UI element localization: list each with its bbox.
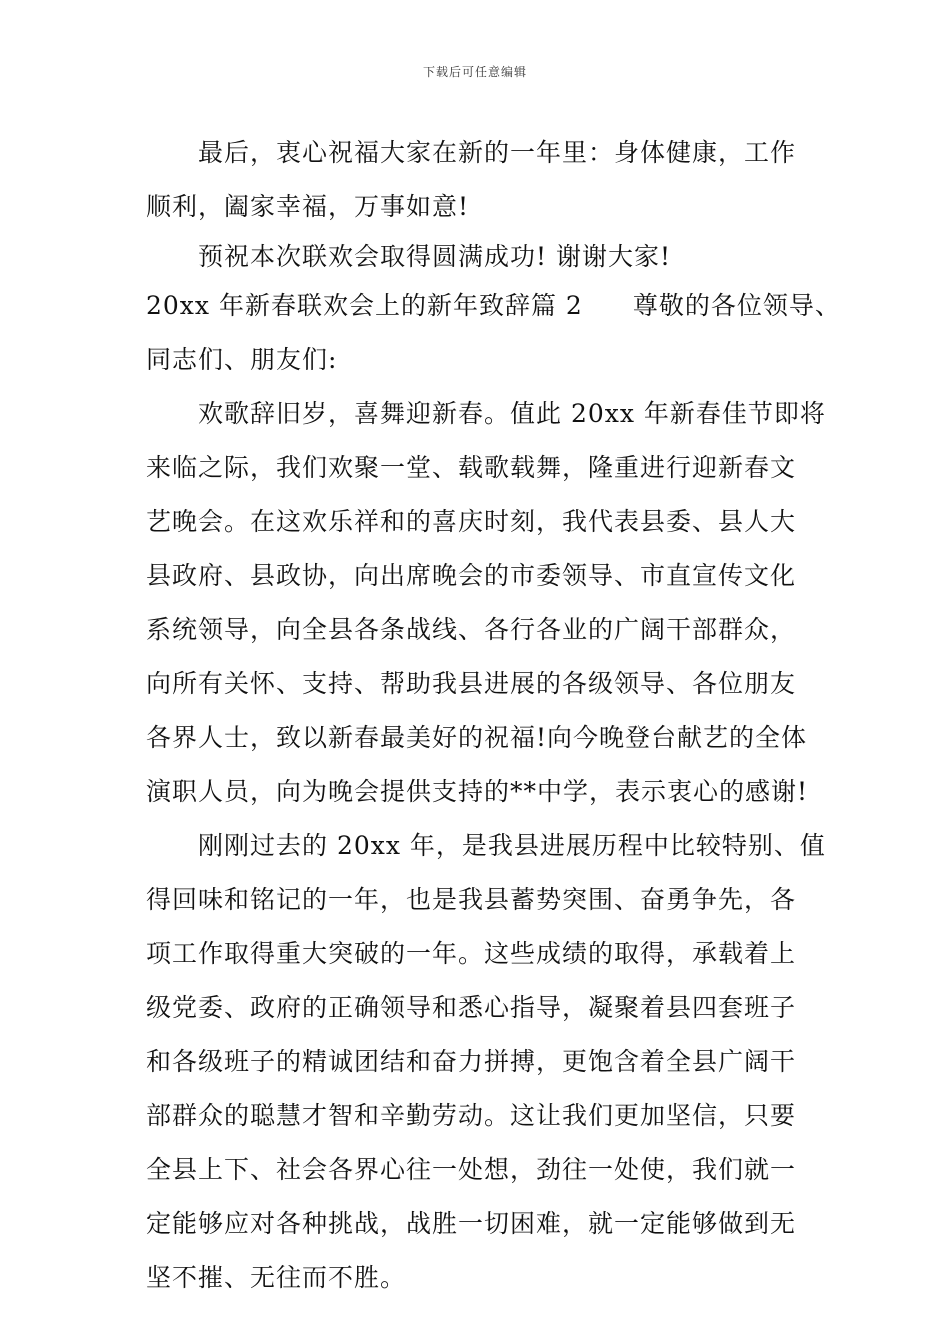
paragraph-4-line-3: 艺晚会。在这欢乐祥和的喜庆时刻，我代表县委、县人大 xyxy=(146,507,797,536)
paragraph-2-line-1: 预祝本次联欢会取得圆满成功! 谢谢大家! xyxy=(198,242,672,271)
paragraph-4-line-5: 系统领导，向全县各条战线、各行各业的广阔干部群众， xyxy=(146,615,797,644)
salutation-part-1: 尊敬的各位领导、 xyxy=(632,291,841,320)
paragraph-5-line-6: 部群众的聪慧才智和辛勤劳动。这让我们更加坚信，只要 xyxy=(146,1101,797,1130)
paragraph-5-line-9: 坚不摧、无往而不胜。 xyxy=(146,1263,407,1292)
paragraph-4-line-7: 各界人士，致以新春最美好的祝福!向今晚登台献艺的全体 xyxy=(146,723,808,752)
paragraph-5-line-8: 定能够应对各种挑战，战胜一切困难，就一定能够做到无 xyxy=(146,1209,797,1238)
document-body xyxy=(146,126,841,1305)
paragraph-5-line-7: 全县上下、社会各界心往一处想，劲往一处使，我们就一 xyxy=(146,1155,797,1184)
paragraph-5-line-2: 得回味和铭记的一年，也是我县蓄势突围、奋勇争先，各 xyxy=(146,885,797,914)
paragraph-4-line-1: 欢歌辞旧岁，喜舞迎新春。值此 20xx 年新春佳节即将 xyxy=(198,399,826,428)
paragraph-4-line-2: 来临之际，我们欢聚一堂、载歌载舞，隆重进行迎新春文 xyxy=(146,453,797,482)
paragraph-1-line-2: 顺利，阖家幸福，万事如意! xyxy=(146,192,470,221)
paragraph-5-line-3: 项工作取得重大突破的一年。这些成绩的取得，承载着上 xyxy=(146,939,797,968)
paragraph-5-line-1: 刚刚过去的 20xx 年，是我县进展历程中比较特别、值 xyxy=(198,831,826,860)
paragraph-5-line-5: 和各级班子的精诚团结和奋力拼搏，更饱含着全县广阔干 xyxy=(146,1047,797,1076)
paragraph-1-line-1: 最后，衷心祝福大家在新的一年里：身体健康，工作 xyxy=(198,138,797,167)
paragraph-5-line-4: 级党委、政府的正确领导和悉心指导，凝聚着县四套班子 xyxy=(146,993,797,1022)
section-heading-line xyxy=(146,279,841,333)
paragraph-4-line-4: 县政府、县政协，向出席晚会的市委领导、市直宣传文化 xyxy=(146,561,797,590)
page-header: 下载后可任意编辑 xyxy=(422,65,527,79)
salutation-part-2: 同志们、朋友们: xyxy=(146,345,338,374)
paragraph-4-line-6: 向所有关怀、支持、帮助我县进展的各级领导、各位朋友 xyxy=(146,669,797,698)
section-title: 20xx 年新春联欢会上的新年致辞篇 2 xyxy=(146,291,583,320)
paragraph-4-line-8: 演职人员，向为晚会提供支持的**中学，表示衷心的感谢! xyxy=(146,777,809,806)
